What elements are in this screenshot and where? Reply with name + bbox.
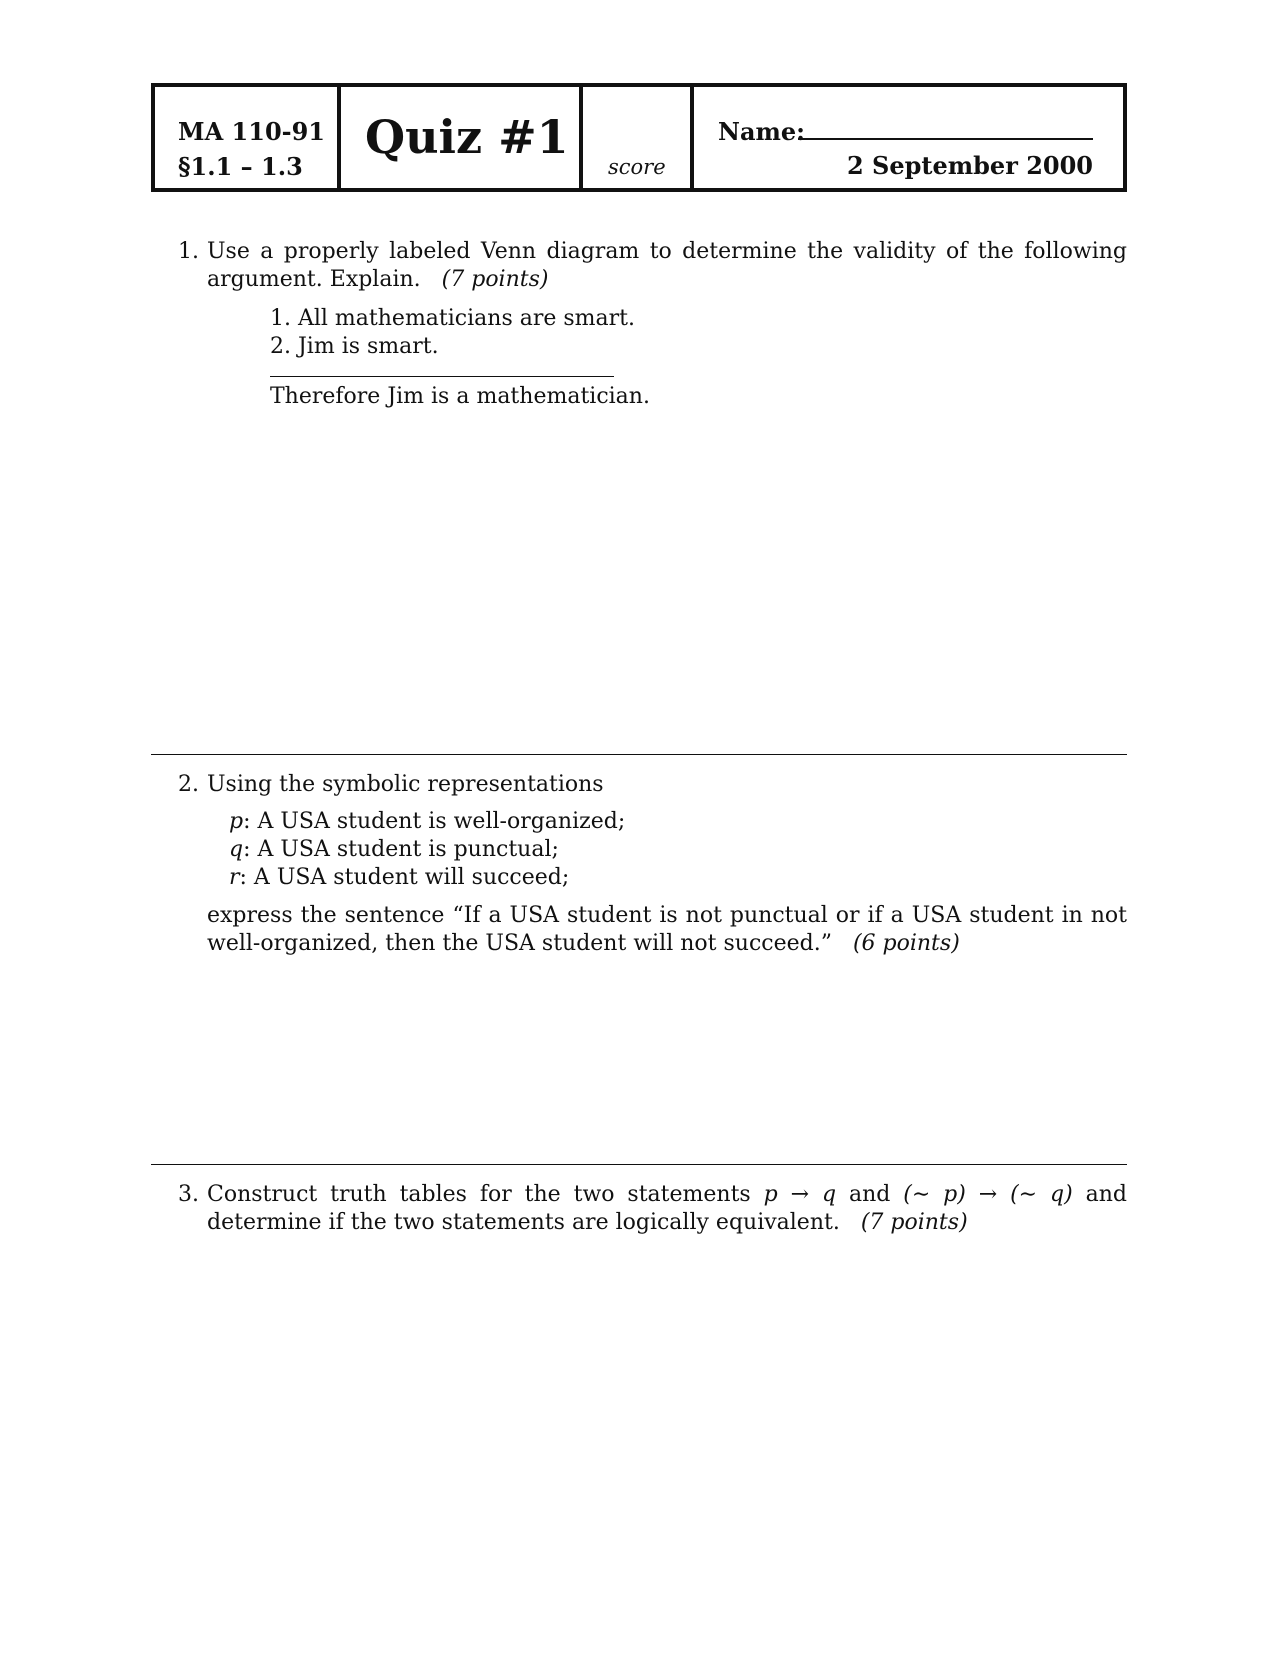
argument-rule [270,376,614,377]
course-code: MA 110-91 [178,117,325,146]
q3-text-after: and determine if the two statements are logically equivalent. [207,1182,1127,1235]
course-cell [155,87,341,188]
q2-points: (6 points) [852,931,960,956]
q2-sentence-text: express the sentence “If a USA student is not punctual or if a USA student in not well-organized, then the USA student will not succeed.” [207,903,1127,956]
q1-text: Use a properly labeled Venn diagram to determine the validity of the following argument. Explain. [207,239,1127,292]
quiz-title: Quiz #1 [365,110,569,164]
q3-number: 3. [178,1182,199,1207]
q3-points: (7 points) [860,1210,968,1235]
q3-and: and [848,1182,891,1207]
symbol-text: : A USA student is well-organized; [243,809,626,834]
q2-symbol-p [229,808,625,836]
q1-premise-2: 2. Jim is smart. [270,334,439,359]
name-label: Name: [718,117,806,146]
q1-points: (7 points) [441,267,549,292]
header-box [151,83,1127,192]
section-divider-2 [151,1164,1127,1165]
q2-sentence [207,902,1127,958]
q2-symbol-q [229,836,559,864]
q1-conclusion: Therefore Jim is a mathematician. [270,384,650,409]
q1-premise-1: 1. All mathematicians are smart. [270,306,635,331]
name-blank-line [798,138,1093,140]
symbol-var: q [229,837,244,862]
q3-stmt-q: q [821,1182,837,1207]
q3-prompt [207,1181,1127,1237]
title-cell [341,87,583,188]
q1-number: 1. [178,239,199,264]
q3-stmt-2: (∼ p) → (∼ q) [903,1182,1073,1207]
q2-intro: Using the symbolic representations [207,772,604,797]
score-cell [583,87,694,188]
symbol-text: : A USA student will succeed; [239,865,570,890]
q2-number: 2. [178,772,199,797]
symbol-text: : A USA student is punctual; [243,837,559,862]
q3-arrow: → [790,1182,810,1207]
section-range: §1.1 – 1.3 [178,152,303,181]
symbol-var: p [229,809,244,834]
symbol-var: r [229,865,240,890]
q2-symbol-r [229,864,569,892]
quiz-date: 2 September 2000 [846,151,1093,180]
q3-text-before: Construct truth tables for the two statements [207,1182,751,1207]
name-cell [694,87,1123,188]
q3-stmt-p: p [763,1182,778,1207]
q1-prompt [207,238,1127,294]
section-divider-1 [151,754,1127,755]
score-label: score [608,155,666,179]
